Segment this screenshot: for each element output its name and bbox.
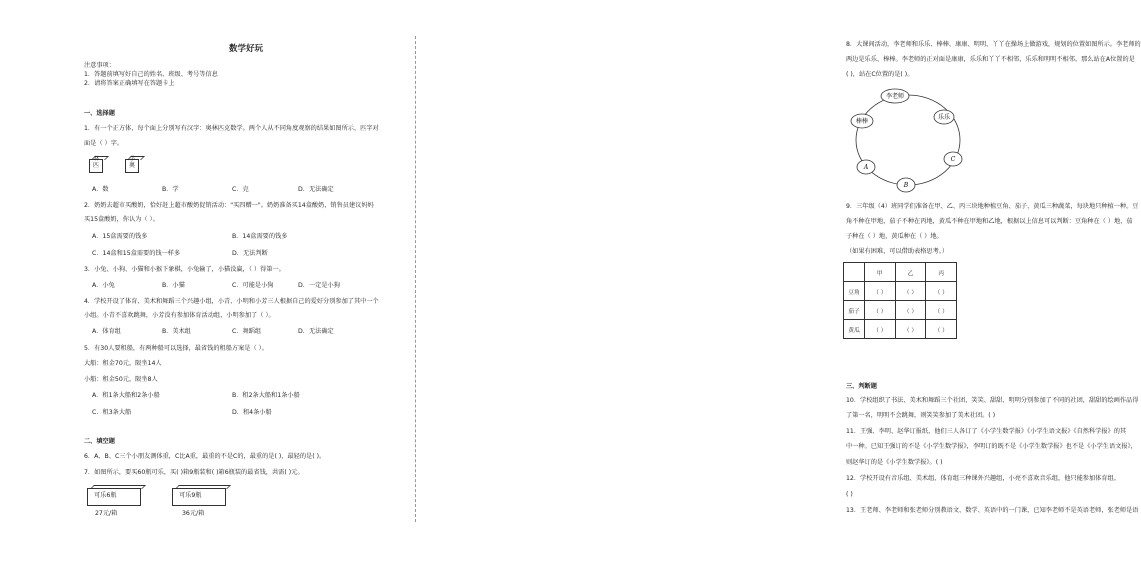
q2-option[interactable]: D．无法判断 xyxy=(232,250,268,257)
notice-line: 2．请将答案正确填写在答题卡上 xyxy=(84,80,175,87)
seat-a: A xyxy=(863,164,869,171)
q12-text: 12．学校开设有音乐组、美术组、体育组三种课外兴趣组，小亮不喜欢音乐组，他只能参加体育组。 xyxy=(846,475,1120,482)
notice-heading: 注意事项： xyxy=(84,62,115,69)
table-cell[interactable]: （ ） xyxy=(926,320,957,339)
q12-text: ( ) xyxy=(846,491,853,498)
table-header-cell: 丙 xyxy=(926,263,957,282)
q7-text: 7．如图所示，要买60瓶可乐，买( )箱9瓶装和( )箱6瓶装的最省钱，共需( )元。 xyxy=(84,469,304,476)
cola-box-6-price: 27元/箱 xyxy=(95,510,118,517)
q9-text: 子种在（ ）地，黄瓜种在（ ）地。 xyxy=(846,233,943,240)
table-row xyxy=(844,282,957,301)
cube2-front: 奥 xyxy=(125,159,139,173)
seat-b: B xyxy=(903,182,909,189)
cube1-top: 林 xyxy=(94,156,100,162)
q10-text: 了第一名，明明不会跳舞，则笑笑参加了美术社团。( ) xyxy=(846,412,996,419)
table-header-row xyxy=(844,263,957,282)
table-header-cell xyxy=(844,263,865,282)
q2-option[interactable]: B．14盒需要的钱多 xyxy=(232,233,288,240)
table-cell: 茄子 xyxy=(844,301,865,320)
table-row xyxy=(844,301,957,320)
q4-option[interactable]: C．舞蹈组 xyxy=(232,328,262,335)
cube2-top: 学 xyxy=(130,156,136,162)
section-heading-fill: 二、填空题 xyxy=(84,438,115,445)
q8-text: 8．大课间活动，李老师和乐乐、棒棒、康康、明明、丫丫在操场上做游戏，规划的位置如图所示。李老师的 xyxy=(846,41,1141,48)
column-divider xyxy=(415,36,416,522)
table-cell[interactable]: （ ） xyxy=(865,301,896,320)
table-cell[interactable]: （ ） xyxy=(865,320,896,339)
table-cell[interactable]: （ ） xyxy=(895,301,926,320)
q4-option[interactable]: B．美术组 xyxy=(162,328,191,335)
q3-text: 3．小兔、小狗、小猫和小猴下象棋，小兔输了，小猫没赢，（ ）得第一。 xyxy=(84,266,285,273)
table-header-cell: 乙 xyxy=(895,263,926,282)
q11-text: 中一种。已知王强订的不是《小学生数学报》，李明订的既不是《小学生数学报》也不是《小学生语文报》， xyxy=(846,443,1137,450)
cola-box-6-label: 可乐6瓶 xyxy=(94,492,117,499)
q5-option[interactable]: D．租4条小船 xyxy=(232,409,272,416)
table-cell[interactable]: （ ） xyxy=(895,320,926,339)
q4-option[interactable]: A．体育组 xyxy=(92,328,121,335)
q5-option[interactable]: C．租3条大船 xyxy=(92,409,132,416)
q2-option[interactable]: C．14盒和15盒需要的钱一样多 xyxy=(92,250,181,257)
q1-text: 1．有一个正方体，每个面上分别写有汉字：奥林匹克数学。两个人从不同角度观察的结果如图所示，匹字对 xyxy=(84,125,379,132)
table-cell[interactable]: （ ） xyxy=(895,282,926,301)
q2-text: 买15盒酸奶，你认为（ ）。 xyxy=(84,216,159,223)
table-cell: 豆角 xyxy=(844,282,865,301)
q5-text: 5．有30人要租船，有两种船可以选择，最省钱的租船方案是（ ）。 xyxy=(84,345,268,352)
page-title: 数学好玩 xyxy=(229,44,264,54)
q9-hint: （如果有困难，可以借助表格思考。） xyxy=(846,248,949,255)
q4-text: 小组。小青不喜欢跳舞，小芳没有参加体育活动组，小明参加了（ ）。 xyxy=(84,312,275,319)
section-heading-judge: 三、判断题 xyxy=(846,383,877,390)
seat-teacher: 李老师 xyxy=(885,93,905,100)
q5-big-boat: 大船：租金70元，限坐14人 xyxy=(84,360,162,367)
q4-option[interactable]: D．无法确定 xyxy=(298,328,334,335)
q13-text: 13．王老师、李老师和张老师分别教语文、数学、英语中的一门课，已知李老师不是英语老师，张老师是语 xyxy=(846,507,1139,514)
q6-text: 6．A、B、C三个小朋友测体重，C比A重，最重的不是C的，最重的是( )，最轻的是( )。 xyxy=(84,453,326,460)
q10-text: 10．学校组织了书法、美术和舞蹈三个社团，笑笑、甜甜、明明分别参加了不同的社团，甜甜的绘画作品得 xyxy=(846,397,1139,404)
q8-text: ( )，站在C位置的是( )。 xyxy=(846,71,914,78)
q9-table xyxy=(843,262,957,339)
q1-option[interactable]: A．数 xyxy=(92,186,109,193)
q5-small-boat: 小船：租金50元，限坐8人 xyxy=(84,376,158,383)
q2-text: 2．奶奶去超市买酸奶，恰好赶上超市酸奶促销活动："买四赠一"。奶奶准备买14盒酸奶，销售员建议妈妈 xyxy=(84,202,374,209)
q9-text: 角不种在甲地，茄子不种在丙地，黄瓜不种在甲地和乙地，根据以上信息可以判断：豆角种在（ ）地，茄 xyxy=(846,218,1133,225)
q5-option[interactable]: B．租2条大船和1条小船 xyxy=(232,392,300,399)
table-cell[interactable]: （ ） xyxy=(865,282,896,301)
q1-option[interactable]: B．学 xyxy=(162,186,179,193)
q3-option[interactable]: B．小猫 xyxy=(162,282,185,289)
seating-circle xyxy=(846,85,971,195)
q11-text: 则赵华订的是《小学生数学报》。( ) xyxy=(846,459,943,466)
table-cell: 黄瓜 xyxy=(844,320,865,339)
notice-line: 1．答题前填写好自己的姓名、班级、考号等信息 xyxy=(84,71,218,78)
q8-text: 两边是乐乐、棒棒。李老师的正对面是康康，乐乐和丫丫不相邻，乐乐和明明不相邻。那么站在A位置的是 xyxy=(846,56,1135,63)
seat-bangbang: 棒棒 xyxy=(855,118,869,125)
table-cell[interactable]: （ ） xyxy=(926,301,957,320)
seat-lele: 乐乐 xyxy=(937,114,951,121)
cola-box-9-label: 可乐9瓶 xyxy=(179,492,202,499)
q1-option[interactable]: C．克 xyxy=(232,186,249,193)
q9-text: 9．三年级（4）班同学们准备在甲、乙、丙三块地种植豆角、茄子、黄瓜三种蔬菜，每块地只种植一种。豆 xyxy=(846,203,1139,210)
table-header-cell: 甲 xyxy=(865,263,896,282)
table-row xyxy=(844,320,957,339)
q1-text: 面是（ ）字。 xyxy=(84,140,124,147)
table-cell[interactable]: （ ） xyxy=(926,282,957,301)
q1-option[interactable]: D．无法确定 xyxy=(298,186,334,193)
q3-option[interactable]: A．小兔 xyxy=(92,282,115,289)
section-heading-choice: 一、选择题 xyxy=(84,110,115,117)
q3-option[interactable]: D．一定是小狗 xyxy=(298,282,340,289)
q2-option[interactable]: A．15盒需要的钱多 xyxy=(92,233,148,240)
seat-c: C xyxy=(950,156,956,163)
cube1-front: 匹 xyxy=(89,159,103,173)
q5-option[interactable]: A．租1条大船和2条小船 xyxy=(92,392,160,399)
cola-box-9-price: 36元/箱 xyxy=(182,510,205,517)
q11-text: 11．王强、李明、赵华订报纸，他们三人各订了《小学生数学报》《小学生语文报》《自然科学报》的其 xyxy=(846,428,1127,435)
q4-text: 4．学校开设了体育、美术和舞蹈三个兴趣小组，小青、小明和小芳三人根据自己的爱好分别参加了其中一个 xyxy=(84,298,379,305)
q3-option[interactable]: C．可能是小狗 xyxy=(232,282,274,289)
